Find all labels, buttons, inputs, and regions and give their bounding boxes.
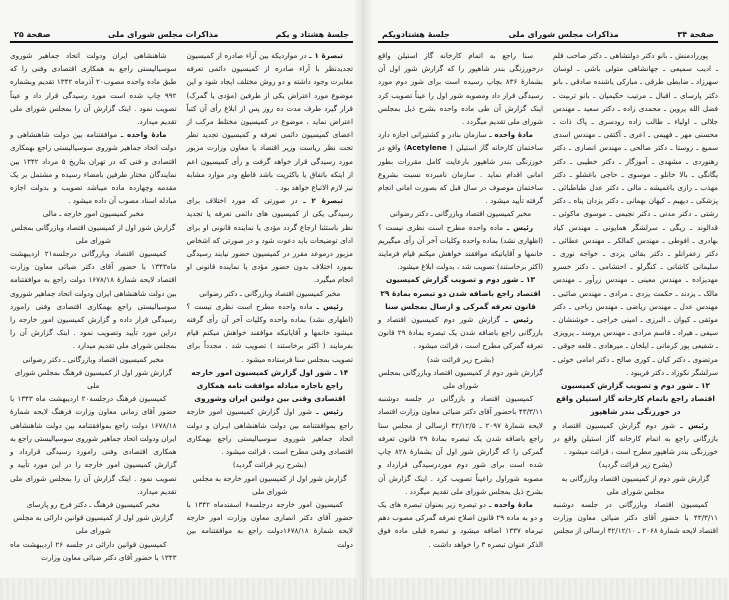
paragraph-text: در مواردیکه بین آراء صادره از کمیسیون تجدیدنظر با آراء صادره از کمیسیون دائمی تعرفه مغایرت وجود داشته و دو روش مختلف ایجاد شود و این موضوع مورد اعتراض یکی از طرفین (مؤدی یا گمرک) قرار گیرد طرف مدت ده روز پس از ابلاغ رأی آن کتباً اعتراض نماید ، موضوع در کمیسیون مختلط مرکب از اعضای کمیسیون دائمی تعرفه و کمیسیون تجدید نظر تحت نظر ریاست وزیر اقتصاد یا معاون وزارت مزبور مورد رسیدگی قرار خواهد گرفت و رأی کمیسیون اعم از اینکه باتفاق یا باکثریت باشد قاطع ودر موارد مشابه نیز لازم الاتباع خواهد بود . <box>186 51 353 193</box>
paragraph-text: مخبر کمیسیون اقتصاد وبازرگانی ـ دکتر رضوانی <box>22 354 164 364</box>
left-page-header <box>10 30 353 43</box>
paragraph-text: موافقتنامه بین دولت شاهنشاهی و دولت اتحاد جماهیر شوروی سوسیالیستی راجع بهمکاری اقتصادی و فنی که در تهران بتاریخ ۵ مرداد ۱۳۴۲ بین نمایندگان مختار طرفین بامضاء رسیده و مشتمل بر یک مقدمه وچهارده ماده میباشد تصویب و بدولت اجازه مبادله اسناد مصوب آن داده میشود . <box>10 130 177 206</box>
paragraph-text: شور اول گزارش کمیسیون امور خارجه راجع بموافقتنامه بین دولت شاهنشاهی ایـران و دولت اتحاد جماهیر شوروی سوسیالیستی راجع بهمکاری اقتصادی وفنی مطرح است ، قرائت میشود . <box>186 407 353 457</box>
left-center-title: مذاکرات مجلس شورای ملی <box>108 30 219 39</box>
paragraph-text: مخبر کمیسیون اقتصاد وبازرگانی ـ دکتر رضوانی <box>389 209 532 219</box>
centered-line <box>553 458 718 471</box>
paragraph-text: شاهنشاهی ایران ودولت اتحاد جماهیر شوروی سوسیالیستی راجع به همکاری اقتصادی وفنی را که طبق ماده واحده مصوب۲۰ آذرماه ۱۳۴۲ تقدیم وبشماره ۹۹۲ چاپ شده است مورد رسیدگی قرار داد و عیناً تصویب نمود . اینک گزارش آن را بمجلس شورای ملی تقدیم میدارد. <box>10 51 177 127</box>
left-page-number: صفحة ۲۵ <box>14 30 51 39</box>
centered-line <box>378 207 543 220</box>
paragraph <box>553 49 718 379</box>
paragraph-term: مادهٔ واحده ـ <box>488 499 533 509</box>
left-page <box>0 0 364 600</box>
paragraph <box>378 221 543 274</box>
paragraph-term: رئیس ـ <box>316 301 344 311</box>
paragraph-text-tail: ) واقع در خورزنگی بندر شاهپور بارعایت کامل مقررات بطور امانی اقدام نماید . سازمان نامبرده نسبت بشروع ساختمان موصوف در سال قبل که بصورت امانی انجام گرفته تأیید میشود . <box>378 143 543 206</box>
right-page-number: صفحة ۳۴ <box>677 30 714 39</box>
centered-line <box>187 287 354 300</box>
paragraph <box>553 498 718 538</box>
paragraph-text: (بشرح زیر قرائت گردید) <box>598 460 673 470</box>
paragraph-text: گزارش شور دوم از کمیسیون اقتصاد وبازرگانی بمجلس شورای ملی <box>378 367 543 391</box>
right-center-title: مذاکرات مجلس شورای ملی <box>508 30 619 39</box>
paragraph <box>378 392 543 498</box>
left-session-title: جلسهٔ هشتاد و یکم <box>275 30 349 39</box>
centered-line <box>378 366 543 392</box>
paragraph-text: کمیسیون قوانین دارائی در جلسه ۲۶ اردیبهشت ماه ۱۳۴۳ با حضور آقای دکتر ضیائی معاون وزارت <box>10 539 177 562</box>
centered-line <box>553 472 718 498</box>
paragraph <box>10 538 177 564</box>
left-page-col-right <box>187 49 354 564</box>
right-page-col-left <box>378 49 543 551</box>
paragraph <box>10 128 177 207</box>
centered-line <box>10 366 177 392</box>
paragraph-text: کمیسیون فرهنگ درجلسه۲۰ اردیبهشت ماه ۱۳۴۳ با حضور آقای زمانی معاون وزارت فرهنگ لایحه شمارهٔ ۱۶۷۸/۱۸ دولت راجع بموافقتنامه بین دولت شاهنشاهی ایران ودولت اتحاد جماهیر شوروی سوسیالیستی راجع به همکاری اقتصادی وفنی رامورد رسیدگی قرارداد و گزارش کمیسیون امور خارجه را در این مورد تأیید و تصویب نمود . اینک گزارش آن را بمجلس شورای ملی تقدیم میدارد. <box>10 394 177 496</box>
paragraph-text: ماده واحده مطرح است نظری نیست ؟ (اظهاری نشد) بماده واحده وکلیات آخر آن رأی میگیریم خانمها و آقایانیکه موافقند خواهش میکنم قیام فرمایند (اکثر برخاستند) تصویب شد ، بدولت ابلاغ میشود. <box>378 222 543 272</box>
paragraph-text: (بشرح زیر قرائت گردید) <box>232 460 307 470</box>
paragraph <box>187 498 354 551</box>
latin-term: Acetylene <box>406 143 447 153</box>
centered-line <box>10 207 177 220</box>
gutter-shadow <box>364 0 374 600</box>
paragraph-text: گزارش شور اول از کمیسیون اقتصاد وبازرگانی بمجلس شورای ملی <box>11 222 176 245</box>
paragraph-term: تبصرهٔ ۲ ـ <box>303 196 344 206</box>
right-page-header <box>378 30 718 43</box>
gutter-shadow <box>353 0 363 600</box>
paragraph-term: تبصرهٔ ۱ ـ <box>309 51 343 60</box>
paragraph <box>187 49 354 194</box>
paragraph-text: ۱۴ ـ شور اول گزارش کمیسیون امور خارجه راجع باجازه مبادله موافقت نامه همکاری اقتصادی وفنی بین دولتین ایران وشوروی <box>191 367 349 404</box>
paragraph-text: در صورتی که مورد اختلاف برای رسیدگی یکی از کمیسیون های دائمی تعرفه یا تجدید نظر باستثنا ارجاع گردد مؤدی یا نماینده قانونی او برای ادای توضیحات باید دعوت شود و در صورتی که اشخاص مزبور درموعد مقرر در کمیسیون حضور نیابند رسیدگی بمورد اختلاف بدون حضور مؤدی یا نماینده قانونی او انجام میگیرد. <box>186 196 353 285</box>
paragraph <box>553 419 718 459</box>
paragraph-text: گزارش شور دوم کمیسیون اقتصاد و بازرگانی راجع باضافه شدن یک تبصره بمادهٔ ۲۹ قانون تعرفه گمرکی مطرح است ، قرائت میشود . <box>378 315 543 351</box>
paragraph <box>10 392 177 498</box>
paragraph-term: مادهٔ واحده ـ <box>120 130 167 140</box>
centered-line <box>187 458 354 471</box>
paragraph-text: سازمان بنادر و کشتیرانی اجازه دارد ساختمان کارخانه گاز استیلن ( <box>378 130 543 153</box>
paragraph-term: رئیس ـ <box>680 420 708 430</box>
paragraph-text: (بشرح زیر قرائت شد) <box>426 354 495 364</box>
paragraph-text: کمیسیون اقتصاد وبازرگانی درجلسه۲۱ اردیبهشت ماه۱۳۴۳ با حضور آقای دکتر ضیائی معاون وزارت اقتصاد لایحه شمارهٔ ۱۶۷۸/۱۸ دولت راجع به موافقتنامه بین دولت شاهنشاهی ایران ودولت اتحاد جماهیر شوروی سوسیالیستی راجع بهمکاری اقتصادی وفنی رامورد رسیدگی قرار داده و گزارش کمیسیون امور خارجه را دراین مورد تأیید وتصویب نمود . اینک گزارش آن را بمجلس شورای ملی تقدیم میدارد . <box>10 249 177 351</box>
paragraph <box>187 194 354 286</box>
paragraph <box>378 498 543 551</box>
centered-line <box>187 472 354 498</box>
paragraph-text: مخبر کمیسیون امور خارجه ـ مالی <box>42 209 144 219</box>
paragraph-text: گزارش شور اول از کمیسیون امور خارجه به مجلس شورای ملی <box>192 473 347 496</box>
centered-line <box>378 353 543 366</box>
paragraph-text: سنا راجع به اتمام کارخانه گاز استیلن واقع درخورزنگی بندر شاهپور را که گزارش شور اول آن بشمارهٔ ۸۳۶ بچاپ رسیده است برای شور دوم مورد رسیدگی قرار داد ومصوبه شور اول را عیناً تصویب کرد اینک گزارش آن طی ماده واحده بشرح ذیل بمجلس شورای ملی تقدیم میگردد . <box>378 51 543 127</box>
paragraph-term: رئیس ـ <box>316 407 344 417</box>
paragraph-text: کمیسیون اقتصاد و بازرگانی در جلسه دوشنبه ۴۳/۳/۱۱ باحضور آقای دکتر ضیائی معاون وزارت اقتصاد لایحه شمارهٔ ۲۰۹۷ ـ ۴۲/۱۲/۵ ارسالی از مجلس سنا راجع باضافه شدن یک تبصره بمادهٔ ۲۹ قانون تعرفه گمرکی را که گزارش شور اول آن بشمارهٔ ۸۲۸ چاپ شده است برای شور دوم موردرسیدگی قرارداد و مصوبه شوراول راعیناً تصویب کرد . اینک گزارش آن بشرح ذیل بمجلس شورای ملی تقدیم میگردد . <box>378 394 543 496</box>
paragraph-text: پوررادمنش ـ بانو دکتر دولتشاهی ـ دکتر صاحب قلم ـ ادیب سمیعی ـ جهانشاهی متولی باشی ـ لوسان سهرزاد ـ ضابطی طرقی ـ مبارکی یاشنده صادقی ـ بانو دکتر پارسای ـ اقبال ـ مرتیب حکیمیان ـ بانو تربیت ـ فضل الله پروین ـ محمدی زاده ـ دکتر سعید ـ مهندس جلالی ـ اولیاء ـ طالب زاده رودسری ـ پاک ذات ـ محسنی مهر ـ فهیمی ـ اعری ـ آکتقی ـ مهندس اسدی سمیع ـ روستا ـ دکتر صالحی ـ مهندس انصاری ـ دکتر رهنوردی ـ مشهدی ـ آموزگار ـ دکتر خطیبی ـ دکتر یگانگی ـ بالا خانلو ـ موسوی ـ حاجی باغشلو ـ دکتر مهذب ـ رازی باغمیشه ـ مالی ـ دکتر عدل طباطبائی ـ پزشکی ـ دیهیم ـ کیهان بهمانی ـ دکتر یزدان پناه ـ دکتر رشتی ـ دکتر مدنی ـ دکتر نجیمی ـ موسوی ماکوئی ـ قدالوند ـ ریگی ـ سرلشگر همایونی ـ مهندس کیاد بهادری ـ افوطی ـ مهندس کمالکر ـ مهندس عطائی ـ دکتر زعفرانلو ـ دکتر بقائی یزدی ـ خواجه نوری ـ سلیمانی کاشانی ـ کنگرلو ـ احتشامی ـ دکتر خسرو مهدیزاده ـ مهندس معینی ـ مهندس زرآور ـ مهندس مالک ـ یزدند ـ حکمت یزدی ـ مرادی ـ مهندس صائبی ـ مهندس عدل ـ مهندس ریاضی ـ مهندس رباحی ـ دکتر موثقی ـ کیوان ـ البرزی ـ امینی خراجی ـ خوشنشان ـ سیفی ـ هیراد ـ قاسم مرادی ـ مهندس برومند ـ پرویزی ـ شفیعی پور کرمانی ـ ایلخان ـ میرهادی ـ قلعه جوقی ـ مرتضوی ـ دکتر کیان ـ کوری صالح ـ دکتر امامی خوئی ـ سرلشگر نکوزاد ـ دکتر فریبود . <box>553 51 718 377</box>
centered-line <box>10 498 177 511</box>
right-page <box>364 0 728 600</box>
paragraph <box>187 300 354 366</box>
left-page-columns <box>10 49 353 564</box>
centered-line <box>10 353 177 366</box>
paragraph-term: رئیس ـ <box>505 315 533 325</box>
paragraph-text: ۱۲ ـ شور دوم و تصویب گزارش کمیسیون اقتصاد راجع باتمام کارخانه گاز استیلن واقع در خورزنگی بندر شاهپور <box>556 381 715 417</box>
paragraph-text: ماده واحده مطرح است نظری نیست ؟ (اظهاری نشد) بماده واحده وکلیات آخر آن رأی گرفته میشود خانمها و آقایانیکه موافقند خواهش میکنم قیام بفرمایند ( اکثر برخاستند ) تصویب شد . مجدداً برای تصویب بمجلس سنا فرستاده میشود . <box>186 301 353 364</box>
left-page-col-left <box>10 49 177 564</box>
paragraph <box>378 313 543 353</box>
paragraph-text: کمیسیون اقتصاد وبازرگانی در جلسه دوشنبه ۴۳/۳/۱۱ با حضور آقای دکتر ضیائی معاون وزارت اقتصاد لایحه شمارهٔ ۲۰۶۸ ـ ۴۲/۱۲/۱۰ ارسالی از مجلس <box>553 499 718 536</box>
paragraph-text: گزارش شور اول از کمیسیون فرهنگ بمجلس شورای ملی <box>14 367 172 391</box>
paragraph-text: دو تبصره زیر بعنوان تبصره های یک و دو به ماده ۲۹ قانون اصلاح تعرفه گمرکی مصوب دهم تیرماه ۱۳۳۷ اضافه میشود و تبصره قبلی ماده فوق الذکر عنوان تبصره ۳ را خواهد داشت . <box>378 499 543 549</box>
centered-line <box>10 221 177 247</box>
section-heading <box>553 379 718 419</box>
right-page-columns <box>378 49 718 551</box>
scan-edge <box>364 578 728 600</box>
paragraph <box>378 128 543 207</box>
paragraph <box>378 49 543 128</box>
paragraph-term: رئیس ـ <box>506 222 534 232</box>
paragraph-text: ۱۳ ـ شور دوم و تصویب گزارش کمیسیون اقتصاد راجع باضافه شدن دو تبصره بمادهٔ ۲۹ قانون تعرفه گمرکی و ارسال بمجلس سنا <box>380 275 541 311</box>
paragraph <box>187 405 354 458</box>
paragraph <box>10 49 177 128</box>
paragraph-text: شور دوم گزارش کمیسیون اقتصاد و بازرگانی راجع به اتمام کارخانه گاز استیلن واقع در خورزنگی بندر شاهپور مطرح است ، قرائت میشود . <box>553 420 718 457</box>
paragraph-text: گزارش شور اول از کمیسیون قوانین دارائی به مجلس شورای ملی <box>13 513 174 536</box>
right-session-title: جلسهٔ هشتادویکم <box>382 30 450 39</box>
paragraph-text: مخبر کمیسیون اقتصاد وبازرگانی ـ دکتر رضوانی <box>199 288 341 298</box>
paragraph <box>10 247 177 353</box>
right-page-col-right <box>553 49 718 551</box>
paragraph-text: مخبر کمیسیون فرهنگ ـ دکتر فرخ رو پارسای <box>26 499 160 509</box>
paragraph-text: گزارش شور دوم از کمیسیون اقتصاد وبازرگانی به مجلس شورای ملی <box>561 473 710 496</box>
section-heading <box>187 366 354 406</box>
centered-line <box>10 511 177 537</box>
section-heading <box>378 273 543 313</box>
paragraph-term: مادهٔ واحده ـ <box>489 130 533 140</box>
scan-edge <box>0 578 363 600</box>
paragraph-text: کمیسیون امور خارجه درجلسه۶ اسفندماه ۱۳۴۲ با حضور آقای دکتر انصاری معاون وزارت امور خارجه لایحه شمارهٔ ۱۶۷۸/۱۸دولت راجع به موافقتنامه بین دولت <box>186 499 353 549</box>
